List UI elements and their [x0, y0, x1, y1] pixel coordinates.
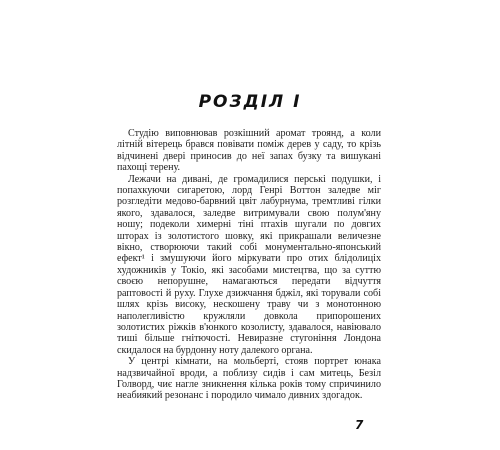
paragraph-1: Студію виповнював розкішний аромат троянд, а коли літній вітерець брався повівати поміж дерев у саду, то крізь відчинені двері приносив до неї запах бузку та вишуканi пахощі терену.	[117, 128, 381, 174]
paragraph-3: У центрі кімнати, на мольберті, стояв портрет юнака надзвичайної вроди, а поблизу сидів і сам митець, Безіл Голворд, чиє нагле зникнення кілька років тому спричинило неабиякий резонанс і породило чимало дивних здогадок.	[117, 356, 381, 402]
paragraph-2: Лежачи на дивані, де громадилися перські подушки, і попахкуючи сигаретою, лорд Генрі Воттон заледве міг розгледіти медово-барвний цвіт лабурнума, тремтливі гілки якого, здавалося, заледве витримували свою полум'яну ношу; подеколи химерні тіні птахів шугали по довгих шторах із золотистого шовку, які прикрашали величезне вікно, створюючи такий собі монументально-японський ефект¹ і змушуючи його міркувати про отих блідолиціх художників у Токіо, які засобами мистецтва, що за суттю своєю непорушне, намагаються передати відчуття раптовості й руху. Глухе дзижчання бджіл, які торували собі шлях крізь високу, нескошену траву чи з монотонною наполегливістю кружляли довкола припорошених золотистих ріжків в'юнкого козолисту, здавалося, навіювало тишi більше гнітючості. Невиразне стугоніння Лондона скидалося на бурдонну ноту далекого органа.	[117, 173, 381, 356]
body-text	[117, 128, 381, 402]
chapter-title: РОЗДІЛ I	[198, 92, 302, 112]
page-number: 7	[355, 418, 364, 432]
